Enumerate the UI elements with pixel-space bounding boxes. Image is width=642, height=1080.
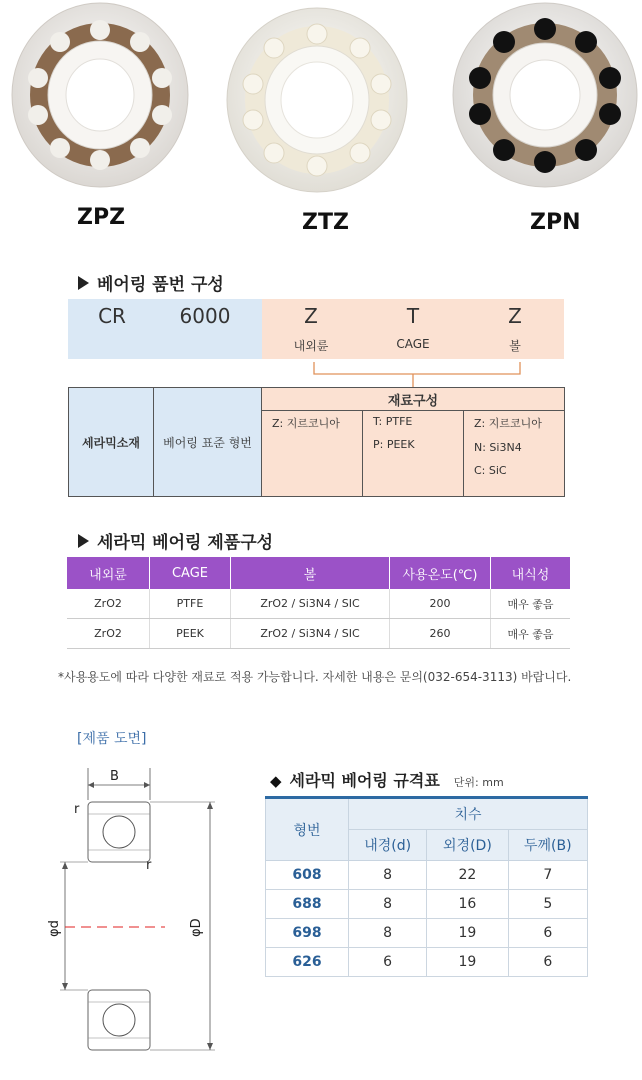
part-number-heading-text: 베어링 품번 구성	[97, 275, 224, 295]
code-cage: T	[406, 304, 420, 328]
table-row	[67, 619, 570, 649]
spec-cell: 5	[508, 890, 587, 919]
table-row	[266, 948, 588, 977]
table-row	[266, 861, 588, 890]
spec-cell: 6	[508, 919, 587, 948]
code-ring: Z	[304, 304, 318, 328]
sub-label-cage: CAGE	[396, 337, 430, 351]
spec-cell: 22	[427, 861, 508, 890]
usage-note: *사용용도에 따라 다양한 재료로 적용 가능합니다. 자세한 내용은 문의(032-654-3113) 바랍니다.	[58, 670, 572, 684]
material-ball-line: Z: 지르코니아	[474, 417, 542, 430]
spec-cell: 6	[508, 948, 587, 977]
comp-cell: 260	[390, 619, 491, 649]
bearing-photo-zpn	[440, 0, 642, 200]
comp-cell: 매우 좋음	[491, 589, 571, 619]
spec-cell: 8	[349, 919, 427, 948]
comp-header: 볼	[231, 557, 390, 589]
material-cell-cage	[363, 411, 464, 497]
spec-model-cell: 688	[266, 890, 349, 919]
dim-label-r-inner: r	[146, 858, 152, 873]
spec-subheader: 내경(d)	[349, 830, 427, 861]
comp-cell: PEEK	[150, 619, 231, 649]
spec-cell: 19	[427, 948, 508, 977]
comp-header: 사용온도(℃)	[390, 557, 491, 589]
composition-heading-text: 세라믹 베어링 제품구성	[97, 533, 274, 553]
table-row	[266, 890, 588, 919]
bearing-drawing	[40, 765, 230, 1065]
bearing-label-ztz: ZTZ	[302, 210, 349, 235]
comp-cell: ZrO2	[67, 589, 150, 619]
spec-cell: 6	[349, 948, 427, 977]
spec-header-dims: 치수	[349, 798, 588, 830]
spec-unit: 단위: mm	[453, 776, 504, 789]
material-header: 재료구성	[262, 388, 565, 411]
table-row	[266, 919, 588, 948]
part-number-heading	[78, 270, 224, 295]
triangle-bullet-icon	[78, 276, 89, 290]
bracket-connector	[300, 362, 530, 387]
dim-label-b: B	[110, 769, 119, 784]
dim-label-r-outer: r	[74, 802, 80, 817]
triangle-bullet-icon	[78, 534, 89, 548]
comp-header: CAGE	[150, 557, 231, 589]
spec-header-model: 형번	[266, 798, 349, 861]
comp-cell: 매우 좋음	[491, 619, 571, 649]
comp-cell: ZrO2 / Si3N4 / SIC	[231, 589, 390, 619]
spec-title: 세라믹 베어링 규격표	[289, 771, 440, 790]
spec-model-cell: 698	[266, 919, 349, 948]
dim-label-d: φd	[47, 920, 62, 937]
sub-label-ring: 내외륜	[293, 339, 329, 353]
code-ball: Z	[508, 304, 522, 328]
bearing-label-zpn: ZPN	[530, 210, 581, 235]
code-series: 6000	[179, 304, 231, 328]
material-ball-line: C: SiC	[474, 464, 507, 477]
bearing-label-zpz: ZPZ	[77, 205, 126, 230]
composition-table	[67, 557, 570, 649]
spec-cell: 8	[349, 861, 427, 890]
spec-subheader: 외경(D)	[427, 830, 508, 861]
material-col-standard: 베어링 표준 형번	[154, 388, 262, 497]
comp-header: 내식성	[491, 557, 571, 589]
material-cell-ring	[262, 411, 363, 497]
comp-header: 내외륜	[67, 557, 150, 589]
spec-subheader: 두께(B)	[508, 830, 587, 861]
material-cage-line: P: PEEK	[373, 438, 415, 451]
code-prefix: CR	[98, 304, 126, 328]
material-ring-line: Z: 지르코니아	[272, 417, 340, 430]
comp-cell: 200	[390, 589, 491, 619]
spec-cell: 8	[349, 890, 427, 919]
spec-model-cell: 626	[266, 948, 349, 977]
material-cell-ball	[464, 411, 565, 497]
diamond-bullet-icon: ◆	[270, 772, 282, 790]
spec-model-cell: 608	[266, 861, 349, 890]
material-cage-line: T: PTFE	[373, 415, 413, 428]
spec-cell: 16	[427, 890, 508, 919]
composition-heading	[78, 528, 273, 553]
sub-label-ball: 볼	[509, 339, 521, 353]
table-row	[67, 589, 570, 619]
material-table	[68, 387, 565, 497]
drawing-title: [제품 도면]	[77, 731, 147, 747]
material-ball-line: N: Si3N4	[474, 441, 522, 454]
comp-cell: ZrO2 / Si3N4 / SIC	[231, 619, 390, 649]
bearing-photo-zpz	[0, 0, 200, 200]
spec-cell: 7	[508, 861, 587, 890]
spec-table	[265, 796, 588, 977]
material-col-ceramic: 세라믹소재	[69, 388, 154, 497]
spec-cell: 19	[427, 919, 508, 948]
comp-cell: ZrO2	[67, 619, 150, 649]
spec-heading	[270, 768, 504, 791]
bearing-photo-ztz	[215, 0, 420, 200]
dim-label-big-d: φD	[189, 918, 204, 937]
comp-cell: PTFE	[150, 589, 231, 619]
